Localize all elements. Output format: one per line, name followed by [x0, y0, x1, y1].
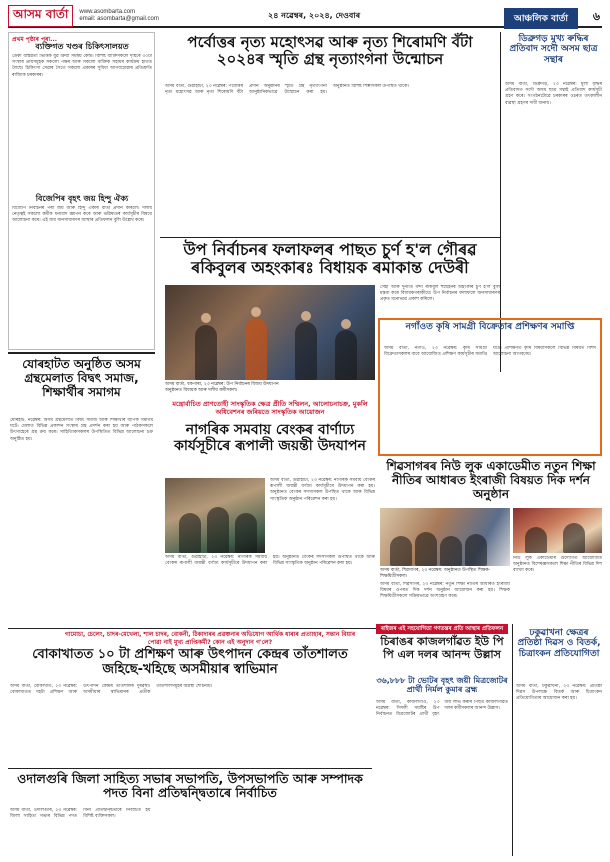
photo-figure — [415, 532, 437, 566]
nagaon-text: অসম বাৰ্তা, নগাঁও, ২৩ নৱেম্বৰ: কৃষি সামগ্ৰী বিক্ৰেতাসকলৰ বাবে আয়োজিত প্ৰশিক্ষণ কাৰ্যসূচীৰ সমাপ্তি ঘটে। প্ৰশিক্ষণত কৃষি বিষয়াসকলে বিভিন্ন বিষয়ত বিশদ আলোচনা আগবঢ়ায়। — [384, 346, 596, 358]
academy-photo — [380, 508, 510, 566]
photo-figure — [335, 330, 357, 380]
masthead — [8, 6, 602, 28]
photo-figure — [245, 318, 267, 380]
private-hospital-headline: ব্যক্তিগত খণ্ডৰ চিকিৎসালয়ত — [35, 42, 129, 51]
academy-caption: অসম বাৰ্তা, শিৱসাগৰ, ২৩ নৱেম্বৰ: অনুষ্ঠানত উপস্থিত শিক্ষক-শিক্ষয়িত্ৰীসকল। — [380, 568, 491, 579]
jorhat-book-fair-text: যোৰহাট, নৱেম্বৰ: অসম গ্ৰন্থমেলাত বিদ্বৎ সমাজ আৰু শিক্ষাৰ্থীৰ ব্যাপক সমাগম ঘটে। মেলাত বিভিন্ন প্ৰকাশন সংস্থাৰ গ্ৰন্থ প্ৰদৰ্শন কৰা হয় আৰু পাঠকসকলে উৎসাহেৰে গ্ৰন্থ ক্ৰয় কৰে। সাহিত্যিকসকলৰ উপস্থিতিত বিভিন্ন আলোচনা চক্ৰ অনুষ্ঠিত হয়। — [10, 418, 153, 442]
chirang-banner: ৰাইজৰ এই সহযোগিতা গণতন্ত্ৰৰ প্ৰতি আস্থাৰ প্ৰতিফলন — [376, 624, 508, 634]
photo-figure — [207, 507, 229, 553]
photo-figure — [563, 523, 585, 553]
academy-headline: শিৱসাগৰৰ নিউ লুক একাডেমীত নতুন শিক্ষা নীতিৰ আধাৰত ইংৰাজী বিষয়ত দিক দৰ্শন অনুষ্ঠান — [386, 459, 596, 501]
page-number: ৬ — [592, 10, 600, 23]
dance-festival-text: অসম বাৰ্তা, গুৱাহাটী, ২৩ নৱেম্বৰ: পৰ্বোত্তৰ নৃত্য মহোৎসৱ আৰু নৃত্য শিৰোমণি বঁটা প্ৰদান অনুষ্ঠানৰ স্মৃতি গ্ৰন্থ নৃত্যাংগনা আনুষ্ঠানিকভাৱে উন্মোচন কৰা হয়। অনুষ্ঠানত বিশিষ্ট শিল্পীসকল উপস্থিত থাকে। — [165, 84, 409, 96]
udalguri-rule — [8, 768, 372, 769]
newspaper-logo: আসম বাৰ্তা — [8, 5, 73, 27]
dhakuakhana-rule — [512, 624, 513, 856]
chirang-subheadline: ৩৬,৮৮৮ টা ভোটৰ বৃহৎ জয়ী মিত্ৰজোটৰ প্ৰাৰ্থী নিৰ্মল কুমাৰ ব্ৰহ্ম — [376, 676, 508, 695]
nagaon-headline: নগাঁওত কৃষি সামগ্ৰী বিক্ৰেতাৰ প্ৰশিক্ষণৰ সমাপ্তি — [405, 322, 575, 332]
photo-figure — [235, 513, 257, 553]
photo-head — [341, 319, 351, 329]
bokakhat-headline: বোকাখাতত ১০ টা প্ৰশিক্ষণ আৰু উৎপাদন কেন্দ্ৰৰ তাঁতশালত জহিছে-খহিছে অসমীয়াৰ স্বাভিমান — [32, 647, 348, 677]
cooperative-text-right: অসম বাৰ্তা, গুৱাহাটী, ২৩ নৱেম্বৰ: নাগৰিক সমবায় বেংকৰ ৰূপালী জয়ন্তী বৰ্ণাঢ্য কাৰ্যসূচীৰে উদযাপন কৰা হয়। অনুষ্ঠানত বেংকৰ সদস্যসকল উপস্থিত থাকে আৰু বিভিন্ন সাংস্কৃতিক অনুষ্ঠান পৰিৱেশন কৰা হয়। — [270, 478, 375, 502]
dhakuakhana-text: অসম বাৰ্তা, ঢকুৱাখনা, ২৩ নৱেম্বৰ: প্ৰতিষ্ঠা দিৱস উপলক্ষে বিতৰ্ক আৰু চিত্ৰাংকন প্ৰতিযোগিতাৰ আয়োজন কৰা হয়। — [516, 684, 602, 702]
jorhat-rule — [8, 352, 155, 354]
by-election-photo — [165, 285, 375, 380]
mid-story-rule — [160, 237, 500, 238]
photo-figure — [195, 325, 217, 380]
dibrugarh-headline: ডিব্ৰুগড় মুখ্য ৰুদ্ধিৰ প্ৰতিবাদ সদৌ অসম ছাত্ৰ সন্থাৰ — [509, 34, 598, 65]
photo-figure — [295, 322, 317, 380]
photo-figure — [179, 513, 201, 553]
by-election-caption: অসম বাৰ্তা, বকপাৰা, ২৩ নৱেম্বৰ: উপ নিৰ্বাচনৰ বিজয় উদযাপন অনুষ্ঠানত বিধায়ক আৰু দলীয় কৰ্মীসকল। — [165, 382, 279, 393]
site-info — [79, 9, 158, 23]
photo-figure — [465, 534, 487, 566]
section-tag: আঞ্চলিক বাৰ্তা — [504, 8, 578, 29]
photo-figure — [525, 527, 547, 553]
chirang-text: অসম বাৰ্তা, কাজলগাঁও, ২৩ নৱেম্বৰ: সিদলী সমষ্টিৰ উপ নিৰ্বাচনত মিত্ৰজোটৰ প্ৰাৰ্থী বৃহৎ জয় লাভ কৰাৰ পিছত কাজলগাঁৱত দলৰ কৰ্মীসকলৰ আনন্দ উল্লাস। — [376, 700, 508, 718]
by-election-text: সেহা আৰু দুৰ্নীতি বন্দী ৰকিবুল হুছেইনৰ অহংকাৰ চুৰ্ণ হ'ল বুলি মন্তব্য কৰে বিধায়কগৰাকীয়ে। উপ নিৰ্বাচনৰ ফলাফলে জনসাধাৰণৰ প্ৰকৃত মনোভাৱ প্ৰকাশ কৰিলে। — [380, 285, 500, 303]
photo-head — [251, 307, 261, 317]
issue-date: ২৪ নৱেম্বৰ, ২০২৪, দেওবাৰ — [268, 10, 361, 20]
by-election-headline: উপ নিৰ্বাচনৰ ফলাফলৰ পাছত চুৰ্ণ হ'ল গৌৰৱ ৰকিবুলৰ অহংকাৰঃ বিধায়ক ৰমাকান্ত দেউৰী — [183, 240, 477, 278]
continued-kicker: প্ৰথম পৃষ্ঠাৰ পৰা... — [12, 36, 58, 43]
udalguri-headline: ওদালগুৰি জিলা সাহিত্য সভাৰ সভাপতি, উপসভাপতি আৰু সম্পাদক পদত বিনা প্ৰতিদ্বন্দ্বিতাৰে নিৰ্বাচিত — [17, 771, 363, 801]
photo-head — [201, 313, 211, 323]
photo-head — [301, 311, 311, 321]
bjp-victory-text: বিজেপি নিৰ্বাচনৰ পৰা জয় আৰু হিন্দু ঐক্যৰ বাৰ্তা প্ৰদান কৰিলে। দলীয় নেতৃত্বই সকলো কৰ্মীক ধন্যবাদ জ্ঞাপন কৰে আৰু ভৱিষ্যতৰ কাৰ্যসূচীৰ বিষয়ে আলোচনা কৰে। এই জয় জনসাধাৰণৰ আস্থাৰ প্ৰতিফলন বুলি উল্লেখ কৰে। — [12, 206, 152, 224]
academy-photo-2 — [513, 508, 602, 553]
site-email: email: asombarta@gmail.com — [79, 16, 159, 22]
bokakhat-kicker: গামোচা, চেলেং, চাদৰ-মেখেলা, শাল চাদৰ, বোকনী, ঠিকাদাৰৰ প্ৰৱঞ্চনাৰ অভিযোগ আৰ্থিক ধাৰাৰ প্ৰত্যাহাৰ, সন্তান বিয়াৰ পোৱা নাই মুখ্য প্ৰাপ্তিকৰ্মী? কোন এই অনুদান গ'লে? — [64, 631, 356, 646]
bokakhat-text: অসম বাৰ্তা, বোকাখাত, ২৩ নৱেম্বৰ: বোকাখাতত দহটা প্ৰশিক্ষণ আৰু উৎপাদন কেন্দ্ৰৰ তাঁতশালৰ দুৰৱস্থা। অসমীয়াৰ স্বাভিমানৰ প্ৰতীক তাঁতশালসমূহৰ অৱস্থা শোচনীয়। — [10, 684, 213, 696]
bjp-victory-headline: বিজেপিৰ বৃহৎ জয় হিন্দু ঐক্য — [35, 194, 129, 203]
photo-figure — [440, 536, 462, 566]
photo-figure — [390, 536, 412, 566]
dibrugarh-text: অসম বাৰ্তা, ডিব্ৰুগড়, ২৩ নৱেম্বৰ: মূল্য বৃদ্ধিৰ প্ৰতিবাদত সদৌ অসম ছাত্ৰ সন্থাই প্ৰতিবাদ কাৰ্যসূচী গ্ৰহণ কৰে। সংগঠনটোৱে চৰকাৰৰ ওচৰত তৎকালীন ব্যৱস্থা গ্ৰহণৰ দাবী জনায়। — [505, 82, 602, 106]
chirang-headline: চিৰাঙৰ কাজলগাঁৱত ইউ পি পি এল দলৰ আনন্দ উল্লাস — [380, 635, 504, 661]
dance-festival-headline: পৰ্বোত্তৰ নৃত্য মহোৎসৱ আৰু নৃত্য শিৰোমণি বঁটা ২০২৪ৰ স্মৃতি গ্ৰন্থ নৃত্যাংগনা উন্মোচন — [187, 33, 473, 69]
private-hospital-text: ডেকা বাস্তৱতা ভিত্তিক যুৱ ক্ৰিয়া সমন্বয় কেন্দ্ৰ। বিশিষ্ট ব্যক্তিসকলে দৃষ্টিৰে ৩০টা সংস্থাৰ প্ৰায়সমূহক সকলো পক্ষৰ আৰু সকলো ব্যক্তিক সহায়ৰ কাৰ্যক্ৰম হাতত লৈছে। চিকিৎসা সেৱাৰ সৈতে সকলো প্ৰকাৰৰ সুবিধা আগবঢ়োৱাৰ প্ৰতিশ্ৰুতি ৰাজ্যিক চৰকাৰৰ। — [12, 54, 152, 78]
site-url: www.asombarta.com — [79, 9, 136, 15]
udalguri-text: অসম বাৰ্তা, ওদালগুৰি, ২৩ নৱেম্বৰ: জিলা সাহিত্য সভাৰ বিভিন্ন পদত বিনা প্ৰতিদ্বন্দ্বিতাৰে নিৰ্বাচিত হয় বিশিষ্ট ব্যক্তিসকল। — [10, 808, 151, 820]
academy-right-text: নিউ লুক একাডেমীৰ উদ্যোগত আয়োজিত অনুষ্ঠানত বিশেষজ্ঞসকলে শিক্ষা নীতিৰ বিভিন্ন দিশ ব্যাখ্যা কৰে। — [513, 556, 602, 574]
cooperative-kicker: মন্ত্ৰোৰ্বাচিত প্ৰাণতোহী সাংস্কৃতিক ক্ষেত্ৰ প্ৰীতি সম্মিলন, আলোচনাচক্ৰ, মুকলি অধিবেশনৰ জৰিয়তে সাংস্কৃতিক আয়োজন — [172, 400, 368, 416]
cooperative-headline: নাগৰিক সমবায় বেংকৰ বাৰ্ণাঢ্য কাৰ্যসূচীৰে ৰূপালী জয়ন্তী উদযাপন — [174, 422, 366, 455]
jorhat-book-fair-headline: যোৰহাটত অনুষ্ঠিত অসম গ্ৰন্থমেলাত বিদ্বৎ সমাজ, শিক্ষাৰ্থীৰ সমাগম — [22, 357, 141, 399]
cooperative-text: অসম বাৰ্তা, গুৱাহাটী, ২৩ নৱেম্বৰ: নাগৰিক সমবায় বেংকৰ ৰূপালী জয়ন্তী বৰ্ণাঢ্য কাৰ্যসূচীৰে উদযাপন কৰা হয়। অনুষ্ঠানত বেংকৰ সদস্যসকল উপস্থিত থাকে আৰু বিভিন্ন সাংস্কৃতিক অনুষ্ঠান পৰিৱেশন কৰা হয়। — [165, 555, 375, 567]
dhakuakhana-headline: ঢকুৱাখনা ক্ষেত্ৰৰ প্ৰতিষ্ঠা দিৱস ও বিতৰ্ক, চিত্ৰাংকন প্ৰতিযোগিতা — [517, 628, 601, 659]
academy-text: অসম বাৰ্তা, শিৱসাগৰ, ২৩ নৱেম্বৰ: নতুন শিক্ষা নীতিৰ আধাৰত ইংৰাজী বিষয়ৰ ওপৰত দিক দৰ্শন অনুষ্ঠান আয়োজন কৰা হয়। শিক্ষক শিক্ষয়িত্ৰীসকলে সক্ৰিয়ভাৱে অংশগ্ৰহণ কৰে। — [380, 582, 510, 600]
cooperative-photo — [165, 478, 265, 553]
